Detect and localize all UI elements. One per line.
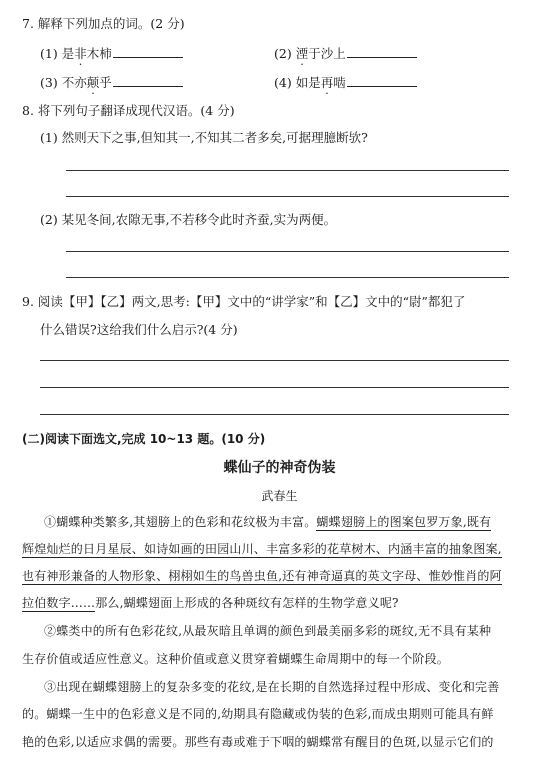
paragraph-1-line-1 <box>44 513 491 530</box>
q8-stem: 8. 将下列句子翻译成现代汉语。(4 分) <box>22 103 235 118</box>
answer-line[interactable] <box>66 170 509 171</box>
answer-blank[interactable] <box>347 75 417 87</box>
underlined-text: 蝴蝶翅膀上的图案包罗万象,既有 <box>316 515 492 529</box>
article-title: 蝶仙子的神奇伪装 <box>223 460 336 476</box>
item-number: (1) <box>40 46 58 61</box>
q7-item-1 <box>40 44 183 62</box>
underlined-text: 辉煌灿烂的日月星辰、如诗如画的田园山川、丰富多彩的花草树木、内涵丰富的抽象图案, <box>22 542 502 556</box>
answer-line[interactable] <box>40 387 509 388</box>
text-run: ①蝴蝶种类繁多,其翅膀上的色彩和花纹极为丰富。 <box>44 515 317 529</box>
item-number: (2) <box>274 46 292 61</box>
item-post: 于沙上 <box>308 46 346 61</box>
dotted-char: 颠 <box>86 75 100 90</box>
item-pre: 不亦 <box>61 75 87 90</box>
paragraph-1-line-4 <box>22 594 399 611</box>
paragraph-3-line-1: ③出现在蝴蝶翅膀上的复杂多变的花纹,是在长期的自然选择过程中形成、变化和完善 <box>44 680 500 694</box>
item-post: 木柿 <box>86 46 112 61</box>
item-number: (3) <box>40 75 58 90</box>
section-heading: (二)阅读下面选文,完成 10~13 题。(10 分) <box>22 432 266 446</box>
q9-stem-line-2: 什么错误?这给我们什么启示?(4 分) <box>40 322 238 337</box>
answer-line[interactable] <box>40 414 509 415</box>
dotted-char: 非 <box>74 46 87 61</box>
dotted-char: 湮 <box>295 46 309 61</box>
q7-stem: 7. 解释下列加点的词。(2 分) <box>22 16 185 31</box>
paragraph-3-line-3: 艳的色彩,以适应求偶的需要。那些有毒或难于下咽的蝴蝶常有醒目的色斑,以显示它们的 <box>22 735 494 749</box>
underlined-text: 拉伯数字…… <box>22 596 96 610</box>
q8-sentence-1: (1) 然则天下之事,但知其一,不知其二者多矣,可据理臆断欤? <box>40 130 368 145</box>
answer-line[interactable] <box>66 277 509 278</box>
answer-line[interactable] <box>66 251 509 252</box>
q7-item-4 <box>274 73 417 91</box>
answer-blank[interactable] <box>113 75 183 87</box>
underlined-text: 也有神形兼备的人物形象、栩栩如生的鸟兽虫鱼,还有神奇逼真的英文字母、惟妙惟肖的阿 <box>22 569 502 583</box>
text-run: 那么,蝴蝶翅面上形成的各种斑纹有怎样的生物学意义呢? <box>95 596 399 610</box>
item-pre: 是 <box>61 46 75 61</box>
answer-line[interactable] <box>66 196 509 197</box>
paragraph-2-line-1: ②蝶类中的所有色彩花纹,从最灰暗且单调的颜色到最美丽多彩的斑纹,无不具有某种 <box>44 624 492 638</box>
item-number: (4) <box>274 75 292 90</box>
q7-item-2 <box>274 44 417 62</box>
paragraph-2-line-2: 生存价值或适应性意义。这种价值或意义贯穿着蝴蝶生命周期中的每一个阶段。 <box>22 652 450 666</box>
item-post: 啮 <box>333 75 346 90</box>
dotted-char: 再 <box>320 75 334 90</box>
q7-item-3 <box>40 73 183 91</box>
answer-line[interactable] <box>40 360 509 361</box>
paragraph-1-line-2 <box>22 540 502 557</box>
paragraph-3-line-2: 的。蝴蝶一生中的色彩意义是不同的,幼期具有隐藏或伪装的色彩,而成虫期则可能具有鲜 <box>22 707 494 721</box>
article-author: 武春生 <box>261 489 298 503</box>
item-post: 乎 <box>99 75 112 90</box>
paragraph-1-line-3 <box>22 567 502 584</box>
q8-sentence-2: (2) 某见冬间,农隙无事,不若移令此时齐蚕,实为两便。 <box>40 212 337 227</box>
q9-stem-line-1: 9. 阅读【甲】【乙】两文,思考:【甲】文中的“讲学家”和【乙】文中的“尉”都犯了 <box>22 294 466 309</box>
answer-blank[interactable] <box>347 46 417 58</box>
answer-blank[interactable] <box>113 46 183 58</box>
item-pre: 如是 <box>295 75 321 90</box>
